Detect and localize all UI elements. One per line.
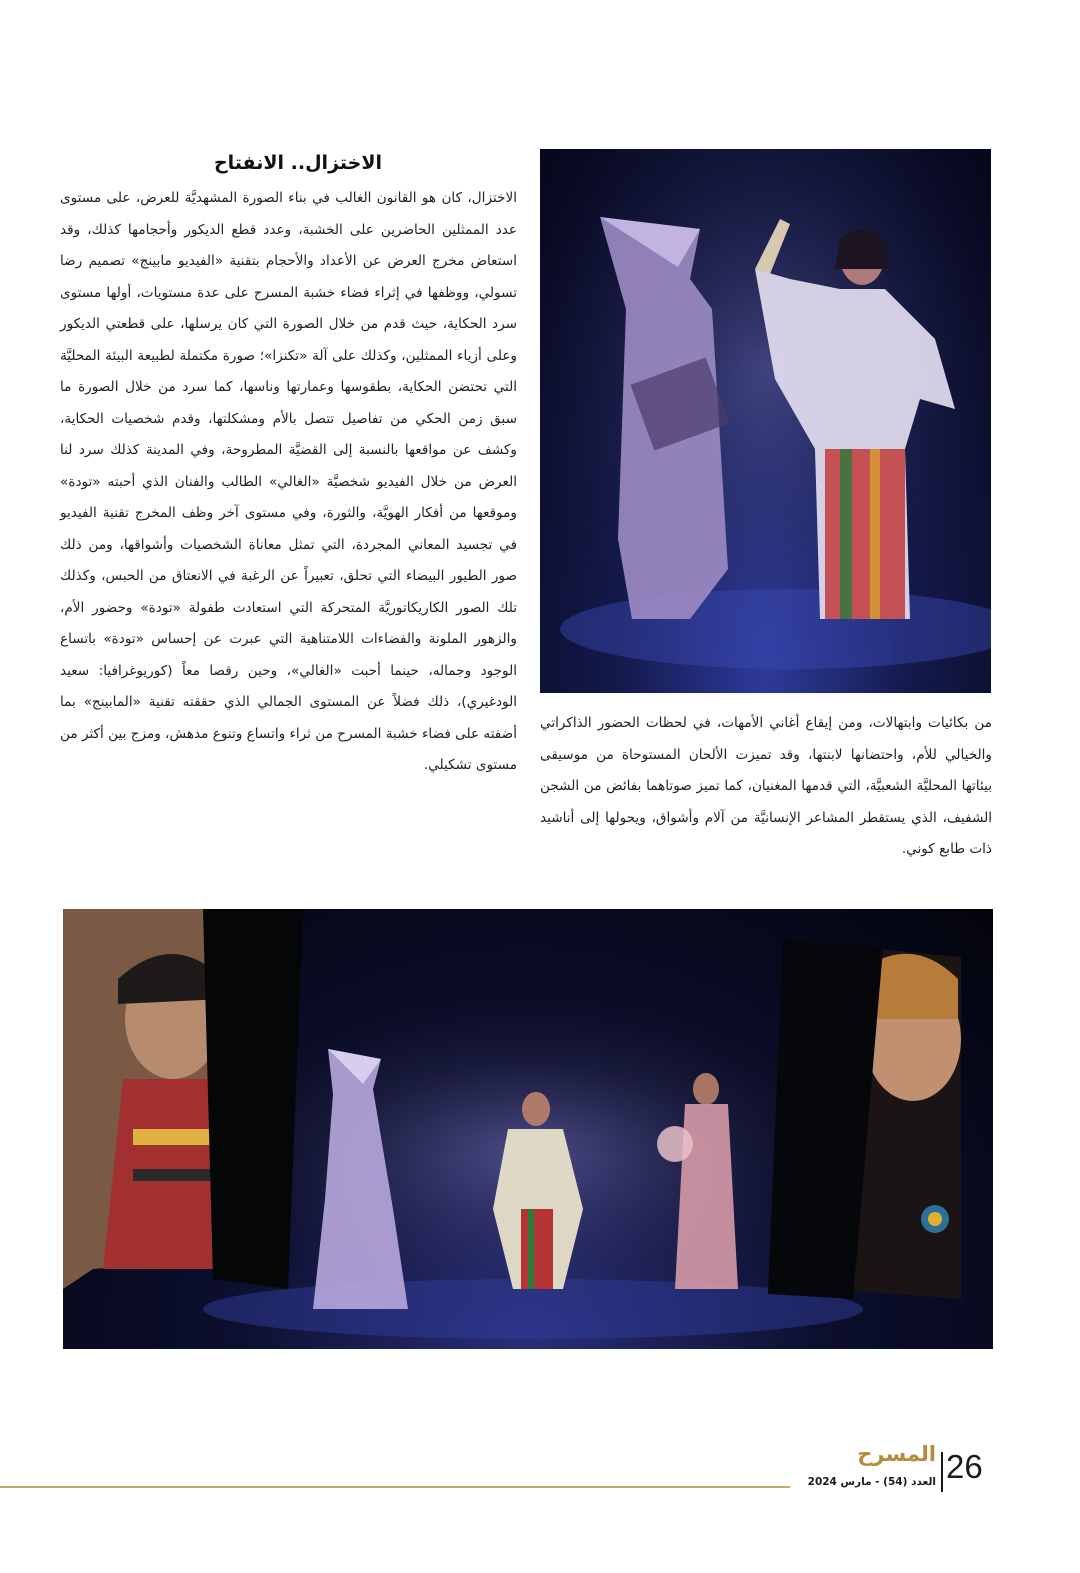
footer-separator bbox=[941, 1452, 943, 1492]
article-text-right-column: من بكائيات وابتهالات، ومن إيقاع أغاني الأمهات، في لحظات الحضور الذاكراتي والخيالي للأم، واحتضانها لابنتها، وقد تميزت الألحان المستوحاة من موسيقى بيئاتها المحليَّة الشعبيَّة، التي قدمها المغنيان، كما تميز صوتاهما بفائض من الشجن الشفيف، الذي يستقطر المشاعر الإنسانيَّة من آلام وأشواق، ويحولها إلى أناشيد ذات طابع كوني. bbox=[540, 715, 992, 857]
article-heading: الاختزال.. الانفتاح bbox=[213, 152, 382, 174]
article-text-left-column: الاختزال، كان هو القانون الغالب في بناء الصورة المشهديَّة للعرض، على مستوى عدد الممثلين الحاضرين على الخشبة، وعدد قطع الديكور وأحجامها كذلك، وقد استعاض مخرج العرض عن الأعداد والأحجام بتقنية «الفيديو مابينج» تصميم رضا تسولي، ووظفها في إثراء فضاء خشبة المسرح على عدة مستويات، أولها مستوى سرد الحكاية، حيث قدم من خلال الصورة التي كان يرسلها، على قطعتي الديكور وعلى أزياء الممثلين، وكذلك على آلة «تكنزا»؛ صورة مكتملة لطبيعة البيئة المحليَّة التي تحتضن الحكاية، بطقوسها وعمارتها وناسها، كما سرد من خلال الصورة ما سبق زمن الحكي من تفاصيل تتصل بالأم ومشكلتها، وقدم شخصيات الحكاية، وكشف عن مواقعها بالنسبة إلى القضيَّة المطروحة، وفي المدينة كذلك سرد لنا العرض من خلال الفيديو شخصيَّة «الغالي» الطالب والفنان الذي أحبته «تودة» وموقعها من أفكار الهويَّة، والثورة، وفي مستوى آخر وظف المخرج تقنية الفيديو في تجسيد المعاني المجردة، التي تمثل معاناة الشخصيات وأشواقها، ومن ذلك صور الطيور البيضاء التي تحلق، تعبيراً عن الرغبة في الانعتاق من الحبس، وكذلك تلك الصور الكاريكاتوريَّة المتحركة التي استعادت طفولة «تودة» وحضور الأم، والزهور الملونة والفضاءات اللامتناهية التي عبرت عن إحساس «تودة» باتساع الوجود وجماله، حينما أحبت «الغالي»، وحين رقصا معاً (كوريوغرافيا: سعيد الودغيري)، ذلك فضلاً عن المستوى الجمالي الذي حققته تقنية «المابينج» بما أضفته على فضاء خشبة المسرح من ثراء واتساع وتنوع مدهش، ومزج بين أكثر من مستوى تشكيلي. bbox=[60, 190, 517, 773]
stage-photo-top bbox=[540, 149, 991, 693]
issue-info: العدد (54) - مارس 2024 bbox=[807, 1476, 936, 1488]
magazine-logo: المسرح bbox=[857, 1442, 936, 1466]
stage-photo-top-illustration bbox=[540, 149, 991, 693]
page-number: 26 bbox=[946, 1448, 983, 1485]
stage-photo-bottom bbox=[63, 909, 993, 1349]
footer-rule bbox=[0, 1486, 790, 1488]
stage-photo-bottom-illustration bbox=[63, 909, 993, 1349]
